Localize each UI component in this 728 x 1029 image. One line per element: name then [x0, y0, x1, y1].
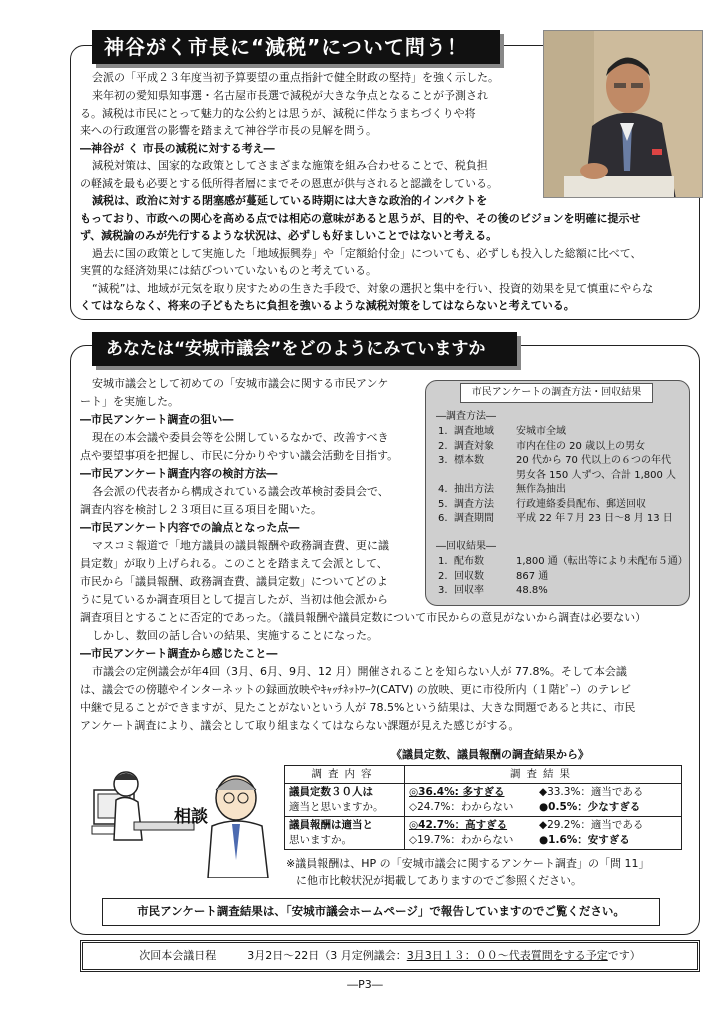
para: ず、減税論のみが先行するような状況は、必ずしも好ましいことではないと考える。 — [80, 229, 498, 242]
para: 来年初の愛知県知事選・名古屋市長選で減税が大きな争点となることが予測され — [92, 89, 488, 102]
col-header: 調査結果 — [405, 766, 682, 784]
survey-row-value: 行政連絡委員配布、郵送回収 — [516, 498, 646, 510]
para: しかし、数回の話し合いの結果、実施することになった。 — [92, 629, 378, 642]
para: 員定数」が取り上げられる。このことを踏まえて会派として、 — [80, 557, 388, 570]
survey-row-no: 2. — [438, 570, 448, 582]
schedule-label: 次回本会議日程 — [139, 949, 217, 962]
survey-row-key: 調査期間 — [454, 513, 494, 524]
schedule-dates: 3月2日～22日（3 月定例議会： — [247, 949, 407, 962]
table-row — [285, 784, 682, 817]
para: 調査内容を検討し２３項目に亘る項目を聞いた。 — [80, 503, 322, 516]
para: 過去に国の政策として実施した「地域振興券」や「定額給付金」についても、必ずしも投入した総額に比べて、 — [92, 247, 642, 260]
survey-row — [438, 483, 688, 498]
note-line: ※議員報酬は、HP の「安城市議会に関するアンケート調査」の「問 11」 — [286, 857, 650, 870]
subheading: ―市民アンケート調査内容の検討方法― — [80, 467, 278, 480]
survey-row-value: 平成 22 年７月 23 日～8 月 13 日 — [516, 513, 673, 524]
para: 点や要望事項を把握し、市民に分かりやすい議会活動を目指す。 — [80, 449, 399, 462]
para: 現在の本会議や委員会等を公開しているなかで、改善すべき — [92, 431, 389, 444]
survey-row-value: 48.8% — [516, 585, 548, 596]
section2-title: あなたは“安城市議会”をどのようにみていますか — [92, 332, 517, 366]
answer: ◇24.7%：わからない — [409, 801, 514, 813]
survey-row-no: 1. — [438, 426, 448, 437]
note — [286, 855, 686, 889]
schedule-highlight: 3月3日１３：００～代表質問をする予定 — [406, 949, 608, 962]
para: 中継で見ることができますが、見たことがないという人が 78.5%という結果は、大きな問題であると共に、市民 — [80, 701, 636, 714]
para: アンケート調査により、議会として取り組まなくてはならない課題が見えた感じがする。 — [80, 719, 520, 732]
para: ート」を実施した。 — [80, 395, 179, 408]
para: 市議会の定例議会が年4回（3月、6月、9月、12 月）開催されることを知らない人が 77.8%。そして本会議 — [92, 665, 627, 678]
section1-title: 神谷がく市長に“減税”について問う！ — [92, 30, 500, 64]
para: 実質的な経済効果には結びついていないものと考えている。 — [80, 264, 377, 277]
next-session-box — [80, 940, 700, 972]
conclusion-box: 市民アンケート調査結果は、「安城市議会ホームページ」で報告していますのでご覧ください。 — [102, 898, 660, 926]
question-cell — [285, 817, 405, 850]
para: 市民から「議員報酬、政務調査費、議員定数」についてどのよ — [80, 575, 388, 588]
survey-row-key: 配布数 — [454, 556, 484, 567]
survey-row-value: 無作為抽出 — [516, 484, 566, 495]
col-header: 調査内容 — [285, 766, 405, 784]
survey-row-key: 回収率 — [454, 585, 484, 596]
survey-row — [438, 498, 688, 513]
answer: ●1.6%：安すぎる — [539, 834, 630, 846]
para: 安城市議会として初めての「安城市議会に関する市民アンケ — [92, 377, 389, 390]
survey-row — [438, 440, 688, 455]
para: 会派の「平成２３年度当初予算要望の重点指針で健全財政の堅持」を強く示した。 — [92, 71, 499, 84]
para: もっており、市政への関心を高める点では相応の意味があると思うが、目的や、その後のビジョンを明確に提示せ — [80, 212, 641, 225]
survey-row — [438, 584, 688, 599]
answer: ◇19.7%：わからない — [409, 834, 514, 846]
result-title: ―回収結果― — [436, 541, 496, 552]
question-cell — [285, 784, 405, 817]
illustration-label: 相談 — [174, 807, 208, 827]
results-title: 《議員定数、議員報酬の調査結果から》 — [391, 748, 589, 761]
survey-row — [438, 454, 688, 469]
survey-row-key: 回収数 — [454, 570, 484, 582]
answer-cell — [405, 784, 682, 817]
survey-row-key: 調査地域 — [454, 426, 494, 437]
consultation-illustration — [86, 760, 276, 878]
answer: ◆33.3%：適当である — [539, 786, 644, 798]
para: は、議会での傍聴やインターネットの録画放映やｷｬｯﾁﾈｯﾄﾜｰｸ(CATV) の放映、更に市役所内（１階ﾋﾟｰ）のテレビ — [80, 683, 631, 696]
subheading: ―市民アンケート調査の狙い― — [80, 413, 234, 426]
question-line: 議員報酬は適当と — [289, 819, 373, 831]
survey-row-value: 市内在住の 20 歳以上の男女 — [516, 440, 646, 452]
results-table — [284, 765, 682, 850]
para: くてはならなく、将来の子どもたちに負担を強いるような減税対策をしてはならないと考えている。 — [80, 299, 575, 312]
survey-row-no: 1. — [438, 556, 448, 567]
subheading: ―神谷が く 市長の減税に対する考え― — [80, 142, 275, 155]
survey-row — [438, 469, 688, 484]
survey-row-no: 3. — [438, 455, 448, 466]
survey-row-key: 調査方法 — [454, 498, 494, 510]
survey-row-no: 3. — [438, 585, 448, 596]
survey-row-key: 抽出方法 — [454, 484, 494, 495]
para: 調査項目とすることに否定的であった。（議員報酬や議員定数について市民からの意見がないから調査は必要ない） — [80, 611, 647, 624]
survey-row-value: 1,800 通（転出等により未配布５通） — [516, 556, 688, 567]
para: 各会派の代表者から構成されている議会改革検討委員会で、 — [92, 485, 389, 498]
result-list — [438, 555, 688, 599]
survey-row — [438, 570, 688, 585]
question-line: 適当と思いますか。 — [289, 801, 384, 813]
table-row — [285, 817, 682, 850]
question-line: 思いますか。 — [289, 834, 352, 846]
survey-row-no: 6. — [438, 513, 448, 524]
note-line: に他市比較状況が掲載してありますのでご参照ください。 — [296, 874, 582, 887]
survey-row-value: 20 代から 70 代以上の６つの年代 — [516, 455, 671, 466]
para: うに見ているか調査項目として提言したが、当初は他会派から — [80, 593, 388, 606]
survey-row-no: 4. — [438, 484, 448, 495]
answer: ◆29.2%：適当である — [539, 819, 644, 831]
method-list — [438, 425, 688, 527]
survey-row-key: 調査対象 — [454, 440, 494, 452]
survey-row-key — [454, 469, 516, 484]
survey-row-no: 5. — [438, 498, 448, 510]
subheading: ―市民アンケート内容での論点となった点― — [80, 521, 300, 534]
para: 来への行政運営の影響を踏まえて神谷学市長の見解を問う。 — [80, 124, 377, 137]
survey-heading: 市民アンケートの調査方法・回収結果 — [460, 383, 653, 403]
answer-cell — [405, 817, 682, 850]
method-title: ―調査方法― — [436, 411, 496, 422]
survey-row — [438, 555, 688, 570]
subheading: ―市民アンケート調査から感じたこと― — [80, 647, 278, 660]
schedule-end: です） — [607, 949, 641, 962]
para: 減税対策は、国家的な政策としてさまざまな施策を組み合わせることで、税負担 — [92, 159, 488, 172]
para: “減税”は、地域が元気を取り戻すための生きた手段で、対象の選択と集中を行い、投資的効果を見て慎重にやらな — [92, 282, 654, 295]
survey-row-no: 2. — [438, 440, 448, 452]
question-line: 議員定数３０人は — [289, 786, 373, 798]
survey-row-value: 安城市全域 — [516, 426, 566, 437]
survey-row — [438, 425, 688, 440]
survey-row-value: 男女各 150 人ずつ、合計 1,800 人 — [516, 469, 677, 481]
survey-row-no — [438, 469, 454, 484]
para: マスコミ報道で「地方議員の議員報酬や政務調査費、更に議 — [92, 539, 389, 552]
survey-row-value: 867 通 — [516, 570, 549, 582]
para: る。減税は市民にとって魅力的な公約とは思うが、減税に伴なうまちづくりや将 — [80, 107, 476, 120]
answer: ◎36.4%: 多すぎる — [409, 786, 505, 798]
para: 減税は、政治に対する閉塞感が蔓延している時期には大きな政治的インパクトを — [92, 194, 488, 207]
para: の軽減を最も必要とする低所得者層にまでその恩恵が供与されると認識をしている。 — [80, 177, 498, 190]
answer: ◎42.7%：高すぎる — [409, 819, 508, 831]
answer: ●0.5%：少なすぎる — [539, 801, 641, 813]
survey-row-key: 標本数 — [454, 455, 484, 466]
page-number: ―P3― — [347, 978, 383, 991]
survey-row — [438, 512, 688, 527]
